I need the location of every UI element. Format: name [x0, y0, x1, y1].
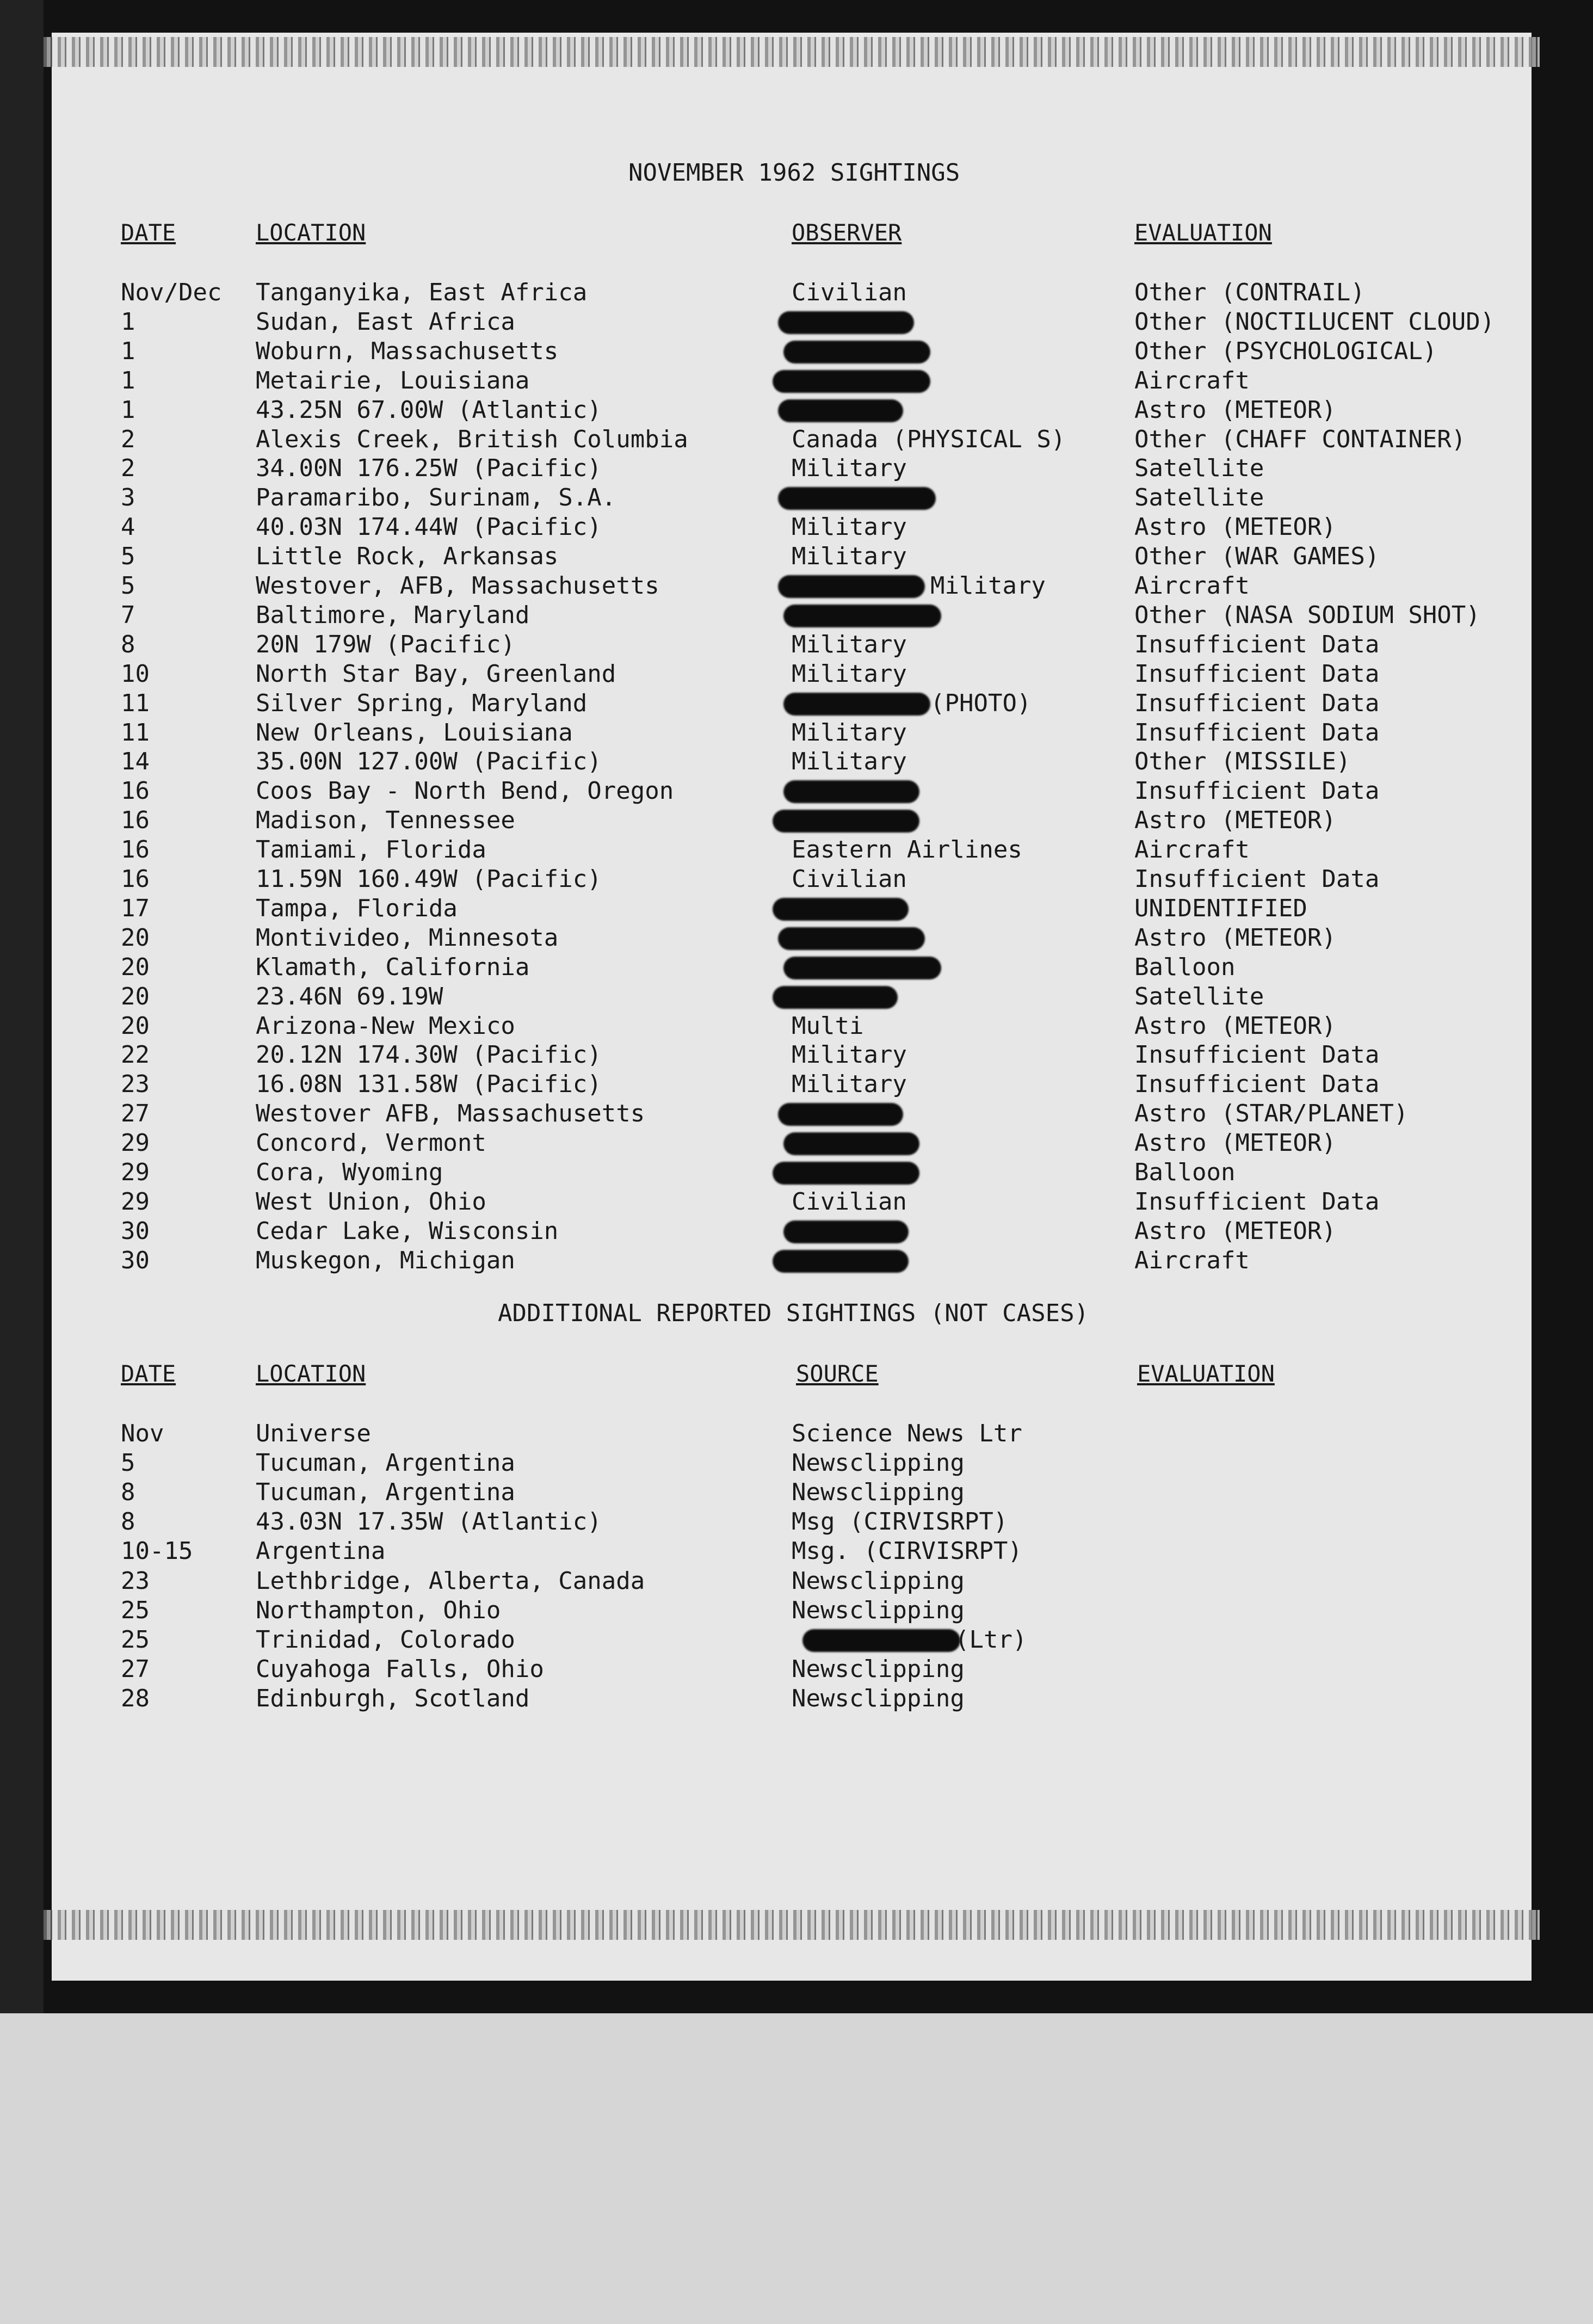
- redaction-mark: [773, 1250, 909, 1273]
- table-row: [0, 1158, 1593, 1188]
- table-row: [0, 1217, 1593, 1247]
- row-evaluation: Astro (METEOR): [1134, 1217, 1336, 1245]
- row-location: Westover AFB, Massachusetts: [256, 1100, 645, 1128]
- redaction-mark: [773, 898, 909, 921]
- row-evaluation: Satellite: [1134, 982, 1264, 1010]
- row-evaluation: Astro (METEOR): [1134, 513, 1336, 541]
- row-date: 20: [121, 923, 150, 952]
- row-source: Science News Ltr: [792, 1420, 1022, 1447]
- redaction-mark: [773, 986, 898, 1009]
- row-evaluation: Insufficient Data: [1134, 1041, 1380, 1069]
- table-row: [0, 308, 1593, 337]
- row-date: Nov: [121, 1420, 164, 1447]
- row-location: Metairie, Louisiana: [256, 366, 530, 394]
- row-date: 25: [121, 1596, 150, 1624]
- row-evaluation: Insufficient Data: [1134, 630, 1380, 658]
- table-row: [0, 396, 1593, 426]
- row-location: Little Rock, Arkansas: [256, 543, 559, 571]
- row-location: Coos Bay - North Bend, Oregon: [256, 777, 674, 805]
- row-date: 22: [121, 1041, 150, 1069]
- redaction-mark: [778, 1103, 903, 1126]
- row-location: Madison, Tennessee: [256, 806, 515, 835]
- table-row: [0, 454, 1593, 484]
- table-row: [0, 279, 1593, 308]
- row-source: Newsclipping: [792, 1449, 965, 1477]
- row-observer: Civilian: [792, 279, 907, 306]
- table-row: [0, 484, 1593, 513]
- row-evaluation: Other (NOCTILUCENT CLOUD): [1134, 307, 1495, 336]
- table-row: [0, 601, 1593, 631]
- row-date: 2: [121, 454, 135, 483]
- row-evaluation: Astro (METEOR): [1134, 396, 1336, 424]
- redaction-mark: [783, 1220, 909, 1243]
- row-location: Lethbridge, Alberta, Canada: [256, 1567, 645, 1595]
- row-date: 17: [121, 894, 150, 922]
- row-date: 10: [121, 659, 150, 688]
- row-date: 7: [121, 601, 135, 629]
- row-evaluation: Insufficient Data: [1134, 718, 1380, 747]
- row-location: 43.03N 17.35W (Atlantic): [256, 1508, 602, 1536]
- row-date: 1: [121, 337, 135, 365]
- row-date: 25: [121, 1625, 150, 1654]
- row-location: Muskegon, Michigan: [256, 1246, 515, 1274]
- header-location: LOCATION: [256, 219, 366, 246]
- additional-header-location: LOCATION: [256, 1360, 366, 1387]
- row-evaluation: Insufficient Data: [1134, 659, 1380, 688]
- table-row: [0, 1508, 1593, 1537]
- row-evaluation: Aircraft: [1134, 366, 1250, 394]
- row-location: 20.12N 174.30W (Pacific): [256, 1041, 602, 1069]
- redaction-mark: [783, 1132, 919, 1155]
- row-location: Universe: [256, 1420, 371, 1447]
- header-date: DATE: [121, 219, 176, 246]
- row-location: Edinburgh, Scotland: [256, 1684, 530, 1712]
- table-row: [0, 660, 1593, 689]
- row-date: 29: [121, 1129, 150, 1157]
- table-row: [0, 1041, 1593, 1070]
- redaction-mark: [783, 957, 941, 979]
- row-source: Msg. (CIRVISRPT): [792, 1537, 1022, 1565]
- row-observer: Military: [792, 659, 907, 688]
- row-evaluation: UNIDENTIFIED: [1134, 894, 1307, 922]
- row-evaluation: Insufficient Data: [1134, 1070, 1380, 1099]
- row-date: 8: [121, 1508, 135, 1536]
- table-row: [0, 1596, 1593, 1626]
- row-evaluation: Other (MISSILE): [1134, 748, 1351, 776]
- row-observer: Civilian: [792, 865, 907, 893]
- row-location: Tucuman, Argentina: [256, 1478, 515, 1507]
- redaction-mark: [773, 370, 930, 393]
- row-source: Newsclipping: [792, 1478, 965, 1507]
- row-evaluation: Aircraft: [1134, 1246, 1250, 1274]
- row-evaluation: Aircraft: [1134, 572, 1250, 600]
- row-date: 30: [121, 1246, 150, 1274]
- table-row: [0, 1420, 1593, 1449]
- redaction-mark: [773, 810, 919, 833]
- row-location: Argentina: [256, 1537, 386, 1565]
- additional-header-source: SOURCE: [796, 1360, 879, 1387]
- row-location: Trinidad, Colorado: [256, 1625, 515, 1654]
- scan-background: [0, 2013, 1593, 2324]
- row-date: 29: [121, 1187, 150, 1216]
- row-location: Paramaribo, Surinam, S.A.: [256, 484, 616, 512]
- table-row: [0, 983, 1593, 1012]
- row-location: Tucuman, Argentina: [256, 1449, 515, 1477]
- row-location: Montivideo, Minnesota: [256, 923, 559, 952]
- row-evaluation: Astro (METEOR): [1134, 1129, 1336, 1157]
- table-row: [0, 836, 1593, 865]
- row-evaluation: Astro (METEOR): [1134, 806, 1336, 835]
- table-row: [0, 895, 1593, 924]
- row-observer: Military: [792, 718, 907, 747]
- row-location: West Union, Ohio: [256, 1187, 486, 1216]
- row-observer: Military: [792, 630, 907, 658]
- row-location: Baltimore, Maryland: [256, 601, 530, 629]
- row-location: Woburn, Massachusetts: [256, 337, 559, 365]
- header-evaluation: EVALUATION: [1134, 219, 1272, 246]
- row-observer: Eastern Airlines: [792, 836, 1022, 864]
- redaction-mark: [778, 927, 925, 950]
- row-evaluation: Insufficient Data: [1134, 777, 1380, 805]
- row-location: 23.46N 69.19W: [256, 982, 443, 1010]
- row-evaluation: Satellite: [1134, 484, 1264, 512]
- row-evaluation: Balloon: [1134, 1158, 1236, 1186]
- additional-header-date: DATE: [121, 1360, 176, 1387]
- row-observer: Military: [792, 543, 907, 571]
- scan-noise-bottom: [44, 1910, 1540, 1940]
- row-location: Cora, Wyoming: [256, 1158, 443, 1186]
- redaction-mark: [783, 693, 930, 716]
- row-location: Arizona-New Mexico: [256, 1012, 515, 1040]
- row-evaluation: Aircraft: [1134, 836, 1250, 864]
- row-date: 11: [121, 718, 150, 747]
- redaction-mark: [783, 605, 941, 627]
- row-date: 20: [121, 1012, 150, 1040]
- table-row: [0, 1129, 1593, 1158]
- row-date: 1: [121, 307, 135, 336]
- row-source: Msg (CIRVISRPT): [792, 1508, 1008, 1536]
- row-evaluation: Astro (METEOR): [1134, 1012, 1336, 1040]
- table-row: [0, 1626, 1593, 1655]
- row-evaluation: Other (CONTRAIL): [1134, 279, 1365, 306]
- row-evaluation: Other (PSYCHOLOGICAL): [1134, 337, 1437, 365]
- table-row: [0, 1537, 1593, 1567]
- redaction-mark: [778, 487, 936, 510]
- redaction-mark: [802, 1629, 960, 1652]
- row-source-note: (Ltr): [955, 1625, 1027, 1654]
- row-date: 28: [121, 1684, 150, 1712]
- row-location: 43.25N 67.00W (Atlantic): [256, 396, 602, 424]
- row-observer: Military: [792, 1070, 907, 1099]
- row-source: Newsclipping: [792, 1655, 965, 1683]
- row-date: 20: [121, 953, 150, 981]
- redaction-mark: [778, 575, 925, 598]
- row-source: Newsclipping: [792, 1567, 965, 1595]
- row-observer: Military: [792, 513, 907, 541]
- row-date: Nov/Dec: [121, 279, 222, 306]
- row-evaluation: Astro (METEOR): [1134, 923, 1336, 952]
- table-row: [0, 572, 1593, 601]
- table-row: [0, 1012, 1593, 1041]
- row-location: 16.08N 131.58W (Pacific): [256, 1070, 602, 1099]
- row-observer-note: (PHOTO): [930, 689, 1032, 717]
- table-row: [0, 543, 1593, 572]
- table-row: [0, 719, 1593, 748]
- row-date: 23: [121, 1070, 150, 1099]
- row-location: Cuyahoga Falls, Ohio: [256, 1655, 544, 1683]
- additional-header-evaluation: EVALUATION: [1137, 1360, 1275, 1387]
- row-date: 16: [121, 806, 150, 835]
- row-date: 27: [121, 1655, 150, 1683]
- row-location: Concord, Vermont: [256, 1129, 486, 1157]
- row-date: 5: [121, 572, 135, 600]
- table-row: [0, 426, 1593, 455]
- redaction-mark: [783, 780, 919, 803]
- table-row: [0, 1567, 1593, 1596]
- table-row: [0, 1449, 1593, 1478]
- document-title: NOVEMBER 1962 SIGHTINGS: [628, 159, 960, 187]
- row-location: 20N 179W (Pacific): [256, 630, 515, 658]
- table-row: [0, 1247, 1593, 1276]
- table-row: [0, 953, 1593, 983]
- row-date: 1: [121, 366, 135, 394]
- row-date: 5: [121, 543, 135, 571]
- table-row: [0, 1100, 1593, 1129]
- row-evaluation: Insufficient Data: [1134, 1187, 1380, 1216]
- row-date: 10-15: [121, 1537, 193, 1565]
- redaction-mark: [773, 1162, 919, 1185]
- row-date: 27: [121, 1100, 150, 1128]
- row-observer: Military: [792, 1041, 907, 1069]
- row-evaluation: Insufficient Data: [1134, 689, 1380, 717]
- row-location: 11.59N 160.49W (Pacific): [256, 865, 602, 893]
- table-row: [0, 1655, 1593, 1685]
- row-evaluation: Astro (STAR/PLANET): [1134, 1100, 1409, 1128]
- row-observer-note: Military: [930, 572, 1046, 600]
- row-date: 16: [121, 777, 150, 805]
- row-evaluation: Insufficient Data: [1134, 865, 1380, 893]
- row-date: 29: [121, 1158, 150, 1186]
- row-date: 14: [121, 748, 150, 776]
- row-date: 20: [121, 982, 150, 1010]
- row-date: 5: [121, 1449, 135, 1477]
- row-date: 1: [121, 396, 135, 424]
- row-source: Newsclipping: [792, 1596, 965, 1624]
- row-date: 23: [121, 1567, 150, 1595]
- row-location: Sudan, East Africa: [256, 307, 515, 336]
- row-location: Tanganyika, East Africa: [256, 279, 588, 306]
- table-row: [0, 337, 1593, 367]
- redaction-mark: [778, 399, 903, 422]
- row-date: 30: [121, 1217, 150, 1245]
- table-row: [0, 1070, 1593, 1100]
- row-observer: Military: [792, 748, 907, 776]
- row-evaluation: Satellite: [1134, 454, 1264, 483]
- row-observer: Civilian: [792, 1187, 907, 1216]
- row-evaluation: Other (CHAFF CONTAINER): [1134, 425, 1466, 453]
- redaction-mark: [778, 311, 914, 334]
- table-row: [0, 367, 1593, 396]
- row-date: 8: [121, 630, 135, 658]
- row-source: Newsclipping: [792, 1684, 965, 1712]
- row-observer: Multi: [792, 1012, 864, 1040]
- row-date: 16: [121, 865, 150, 893]
- table-row: [0, 631, 1593, 660]
- row-location: 40.03N 174.44W (Pacific): [256, 513, 602, 541]
- table-row: [0, 865, 1593, 895]
- row-observer: Canada (PHYSICAL S): [792, 425, 1066, 453]
- row-location: Northampton, Ohio: [256, 1596, 501, 1624]
- row-observer: Military: [792, 454, 907, 483]
- row-evaluation: Other (NASA SODIUM SHOT): [1134, 601, 1480, 629]
- table-row: [0, 777, 1593, 806]
- row-location: North Star Bay, Greenland: [256, 659, 616, 688]
- table-row: [0, 513, 1593, 543]
- row-location: Silver Spring, Maryland: [256, 689, 588, 717]
- row-location: Westover, AFB, Massachusetts: [256, 572, 659, 600]
- redaction-mark: [783, 341, 930, 363]
- table-row: [0, 748, 1593, 777]
- header-observer: OBSERVER: [792, 219, 902, 246]
- row-date: 4: [121, 513, 135, 541]
- row-evaluation: Other (WAR GAMES): [1134, 543, 1380, 571]
- table-row: [0, 1188, 1593, 1217]
- table-row: [0, 689, 1593, 719]
- row-date: 16: [121, 836, 150, 864]
- row-location: Tampa, Florida: [256, 894, 458, 922]
- table-row: [0, 806, 1593, 836]
- row-evaluation: Balloon: [1134, 953, 1236, 981]
- row-location: New Orleans, Louisiana: [256, 718, 573, 747]
- scan-noise-top: [44, 37, 1540, 67]
- table-row: [0, 1685, 1593, 1714]
- row-date: 11: [121, 689, 150, 717]
- row-location: Tamiami, Florida: [256, 836, 486, 864]
- table-row: [0, 924, 1593, 953]
- table-row: [0, 1478, 1593, 1508]
- row-location: Cedar Lake, Wisconsin: [256, 1217, 559, 1245]
- row-location: Klamath, California: [256, 953, 530, 981]
- row-date: 2: [121, 425, 135, 453]
- row-location: Alexis Creek, British Columbia: [256, 425, 688, 453]
- row-location: 34.00N 176.25W (Pacific): [256, 454, 602, 483]
- row-date: 8: [121, 1478, 135, 1507]
- row-location: 35.00N 127.00W (Pacific): [256, 748, 602, 776]
- row-date: 3: [121, 484, 135, 512]
- additional-title: ADDITIONAL REPORTED SIGHTINGS (NOT CASES): [498, 1299, 1089, 1327]
